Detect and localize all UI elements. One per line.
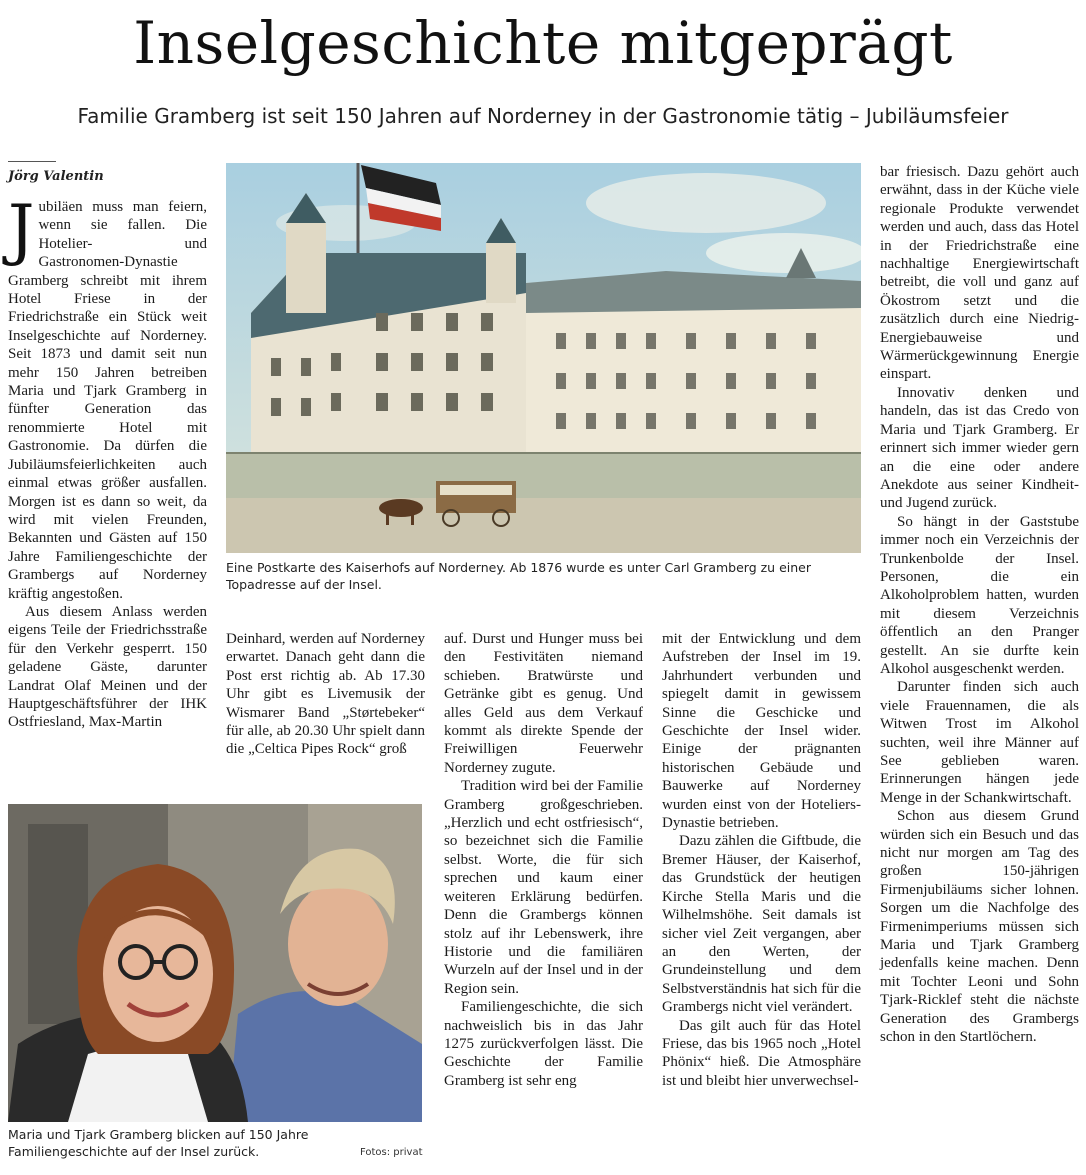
paragraph-2: Aus diesem Anlass werden eigens Teile der Friedrichsstraße für den Verkehr gesperrt. 150 geladene Gäste, darunter Landrat Olaf Meinen und der Hauptgeschäftsführer der IHK Ostfriesland, Max-Martin (8, 603, 207, 731)
col5-paragraph-1: bar friesisch. Dazu gehört auch erwähnt, dass in der Küche viele regionale Produkte verwendet werden und auch, dass das Hotel in der Friedrichstraße eine nachhaltige Energiewirtschaft betreibt, die voll und ganz auf Ökostrom setzt und die zusätzlich durch eine Niedrig-Energiebauweise und Wärmerückgewinnung Energie einspart. (880, 164, 1079, 383)
col3-paragraph-3: Familiengeschichte, die sich nachweislich bis in das Jahr 1275 zurückverfolgen lässt. Die Geschichte der Familie Gramberg ist sehr eng (444, 999, 643, 1089)
subheadline: Familie Gramberg ist seit 150 Jahren auf Norderney in der Gastronomie tätig – Jubiläumsfeier (77, 104, 1009, 128)
col4-paragraph-2: Dazu zählen die Giftbude, die Bremer Häuser, der Kaiserhof, das Grundstück der heutigen Kirche Stella Maris und die Wilhelmshöhe. Seit damals ist sicher viel Zeit vergangen, aber an den Werten, der Grundeinstellung und dem Selbstverständnis hat sich für die Grambergs nicht viel verändert. (662, 833, 861, 1016)
column-5 (880, 163, 1079, 1047)
column-3 (444, 630, 643, 1090)
dropcap: J (8, 191, 35, 268)
col5-paragraph-4: Darunter finden sich auch viele Frauennamen, die als Witwen Trost im Alkohol suchten, weil ihre Männer auf See geblieben waren. Erinnerungen hängen jede Menge in der Schankwirtschaft. (880, 679, 1079, 806)
column-2 (226, 630, 425, 759)
photo1-caption: Eine Postkarte des Kaiserhofs auf Norderney. Ab 1876 wurde es unter Carl Gramberg zu einer Topadresse auf der Insel. (226, 560, 811, 592)
gramberg-couple-photo (8, 804, 422, 1122)
col3-paragraph-2: Tradition wird bei der Familie Gramberg großgeschrieben. „Herzlich und echt ostfriesisch“, so bezeichnet sich die Familie selbst. Worte, die für sich sprechen und kaum einer weiteren Erklärung bedürfen. Denn die Grambergs können stolz auf ihr Lebenswerk, ihre Historie und die familiären Wurzeln auf der Insel und in der Region sein. (444, 778, 643, 997)
column-1 (8, 191, 207, 732)
kaiserhof-postcard-image (226, 163, 861, 553)
author-rule (8, 161, 56, 162)
col4-paragraph-3: Das gilt auch für das Hotel Friese, das bis 1965 noch „Hotel Phönix“ hieß. Die Atmosphäre ist und bleibt hier unverwechsel- (662, 1017, 861, 1089)
author-byline: Jörg Valentin (8, 169, 104, 184)
headline: Inselgeschichte mitgeprägt (133, 9, 953, 77)
col5-paragraph-2: Innovativ denken und handeln, das ist das Credo von Maria und Tjark Gramberg. Er erinnert sich immer wieder gern an die eine oder andere Anekdote aus seiner Kindheit- und Jugend zurück. (880, 384, 1079, 512)
column-4 (662, 630, 861, 1090)
col2-paragraph-1: Deinhard, werden auf Norderney erwartet. Danach geht dann die Post erst richtig ab. Ab 17.30 Uhr gibt es Livemusik der Wismarer Band „Størtebeker“ für alle, ab 20.30 Uhr spielt dann die „Celtica Pipes Rock“ groß (226, 631, 425, 758)
col4-paragraph-1: mit der Entwicklung und dem Aufstreben der Insel im 19. Jahrhundert verbunden und spiegelt damit in gewissem Sinne die Geschicke und Geschichte der Insel wider. Einige der prägnanten historischen Gebäude und Bauwerke auf Norderney wurden einst von der Hoteliers-Dynastie betrieben. (662, 631, 861, 832)
col5-paragraph-3: So hängt in der Gaststube immer noch ein Verzeichnis der Trunkenbolde der Insel. Personen, die ein Alkoholproblem hatten, wurden mit diesem Verzeichnis öffentlich an den Pranger gestellt. An sie durfte kein Alkohol ausgeschenkt werden. (880, 513, 1079, 677)
col5-paragraph-5: Schon aus diesem Grund würden sich ein Besuch und das nicht nur morgen am Tag des großen 150-jährigen Firmenjubiläums sicher lohnen. Sorgen um die Nachfolge des Firmenimperiums müssen sich Maria und Tjark Gramberg jedenfalls keine machen. Denn mit Tochter Leoni und Sohn Tjark-Ricklef steht die nächste Generation des Grambergs schon in den Startlöchern. (880, 808, 1079, 1046)
photo-credit: Fotos: privat (360, 1147, 423, 1158)
photo2-caption: Maria und Tjark Gramberg blicken auf 150 Jahre Familiengeschichte auf der Insel zurück. (8, 1127, 309, 1159)
paragraph-1: Jubiläen muss man feiern, wenn sie fallen. Die Hotelier- und Gastronomen-Dynastie Gramberg schreibt mit ihrem Hotel Friese in der Friedrichstraße ein Stück weit Inselgeschichte auf Norderney. Seit 1873 und damit seit nun mehr 150 Jahren betreiben Maria und Tjark Gramberg in fünfter Generation das renommierte Hotel mit Gastronomie. Da dürfen die Jubiläumsfeierlichkeiten auch einmal etwas größer ausfallen. Morgen ist es dann so weit, da wird mit vielen Freunden, Bekannten und Gästen auf 150 Jahre Familiengeschichte der Grambergs auf Norderney kräftig angestoßen. (8, 191, 207, 602)
col3-paragraph-1: auf. Durst und Hunger muss bei den Festivitäten niemand schieben. Bratwürste und Getränke gibt es genug. Und alles Geld aus dem Verkauf kommt als direkte Spende der Freiwilligen Feuerwehr Norderney zugute. (444, 631, 643, 776)
